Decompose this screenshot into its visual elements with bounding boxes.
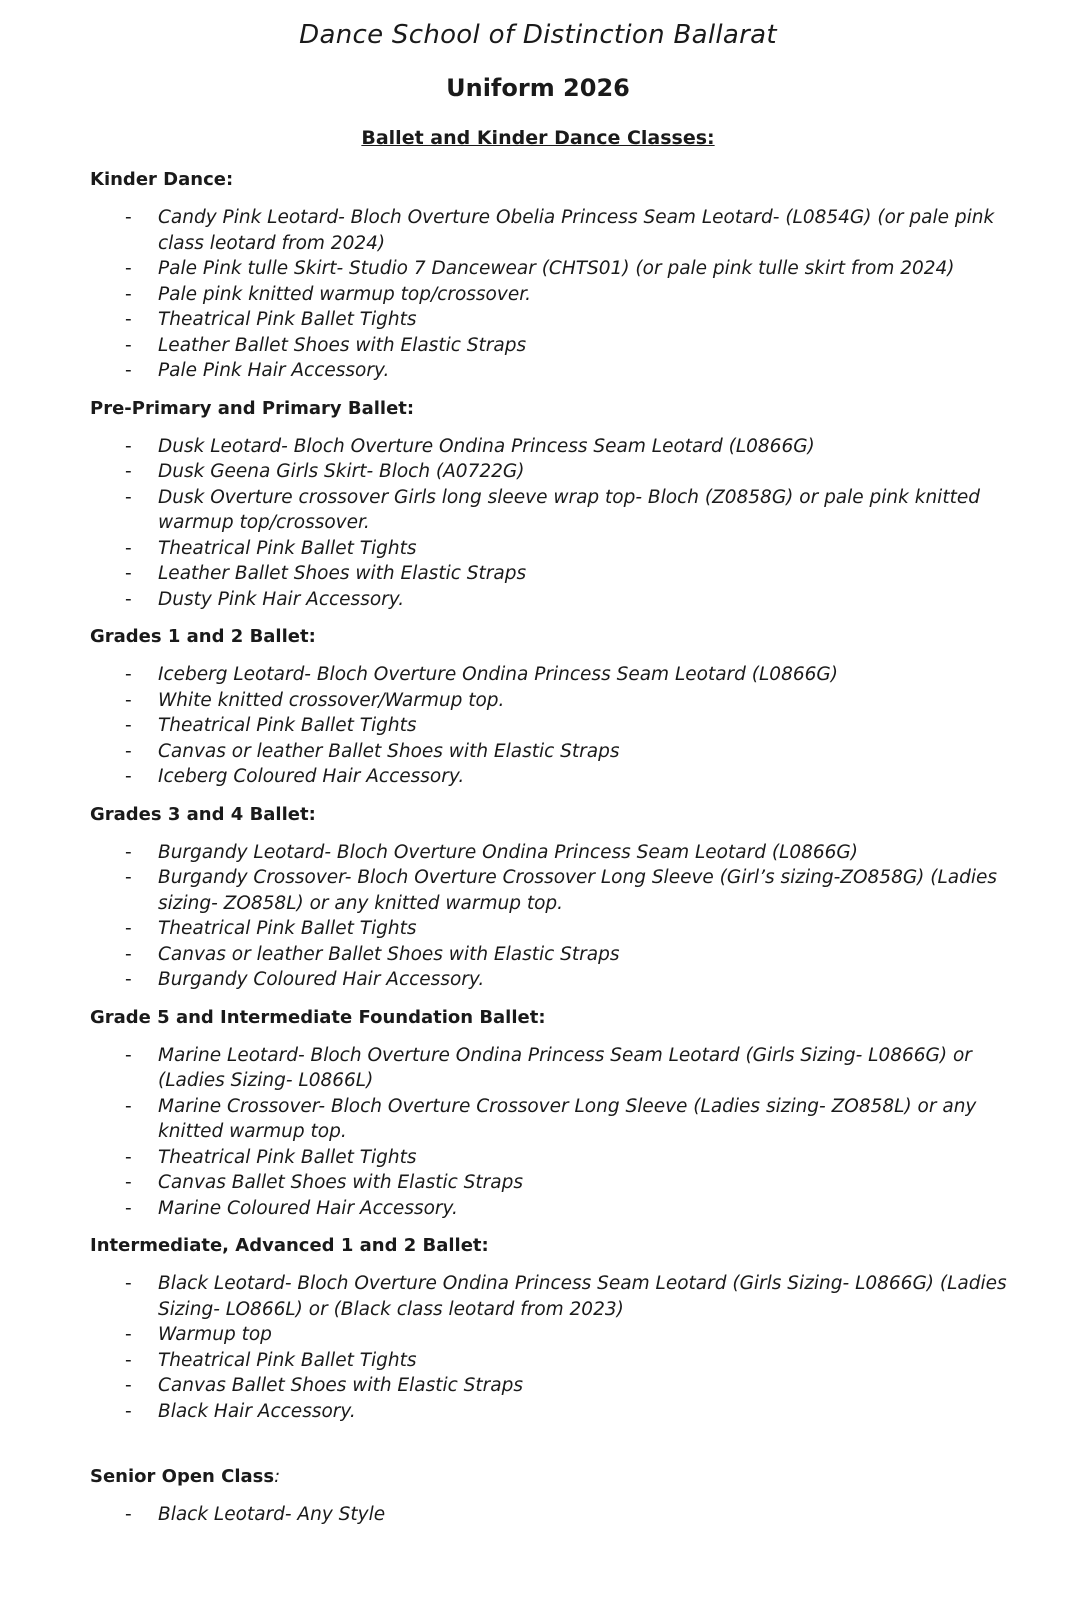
- dash-bullet: -: [125, 360, 132, 381]
- sections-container: [90, 167, 1030, 1424]
- item-text: Pale Pink tulle Skirt- Studio 7 Dancewear (CHTS01) (or pale pink tulle skirt from 2024): [158, 258, 955, 279]
- dash-bullet: -: [125, 1044, 132, 1066]
- list-item: [90, 307, 1030, 333]
- list-item: [90, 662, 1030, 688]
- item-text: White knitted crossover/Warmup top.: [158, 689, 505, 711]
- uniform-section: [90, 802, 1030, 993]
- spacer: [90, 1436, 1030, 1464]
- dash-bullet: -: [125, 1400, 132, 1422]
- item-text: Black Leotard- Bloch Overture Ondina Princess Seam Leotard (Girls Sizing- L0866G) (Ladies Sizing- LO866L) or (Black class leotard from 2023): [158, 1273, 1007, 1320]
- item-text: Canvas Ballet Shoes with Elastic Straps: [158, 1375, 523, 1396]
- item-text: Candy Pink Leotard- Bloch Overture Obelia Princess Seam Leotard- (L0854G) (or pale pink class leotard from 2024): [158, 207, 995, 254]
- dash-bullet: -: [125, 486, 132, 508]
- item-text: Burgandy Leotard- Bloch Overture Ondina Princess Seam Leotard (L0866G): [158, 841, 858, 863]
- dash-bullet: -: [125, 537, 132, 559]
- dash-bullet: -: [125, 1172, 132, 1193]
- list-item: [90, 840, 1030, 866]
- item-text: Dusk Leotard- Bloch Overture Ondina Princess Seam Leotard (L0866G): [158, 435, 815, 457]
- item-text: Pale pink knitted warmup top/crossover.: [158, 283, 531, 305]
- item-text: Iceberg Coloured Hair Accessory.: [158, 766, 465, 787]
- item-text: Marine Coloured Hair Accessory.: [158, 1197, 458, 1219]
- dash-bullet: -: [125, 309, 132, 330]
- item-text: Theatrical Pink Ballet Tights: [158, 309, 417, 330]
- section-item-list: [90, 1043, 1030, 1222]
- uniform-section: [90, 396, 1030, 613]
- dash-bullet: -: [125, 969, 132, 990]
- item-text: Dusk Overture crossover Girls long sleeve wrap top- Bloch (Z0858G) or pale pink knitted warmup top/crossover.: [158, 486, 980, 533]
- dash-bullet: -: [125, 1146, 132, 1168]
- item-text: Warmup top: [158, 1324, 272, 1345]
- item-text: Canvas or leather Ballet Shoes with Elastic Straps: [158, 943, 620, 965]
- dash-bullet: -: [125, 1375, 132, 1396]
- dash-bullet: -: [125, 1095, 132, 1117]
- item-text: Theatrical Pink Ballet Tights: [158, 1349, 417, 1371]
- dash-bullet: -: [125, 207, 132, 228]
- item-text: Iceberg Leotard- Bloch Overture Ondina Princess Seam Leotard (L0866G): [158, 664, 838, 685]
- dash-bullet: -: [125, 1197, 132, 1219]
- list-item: [90, 256, 1030, 282]
- item-text: Dusk Geena Girls Skirt- Bloch (A0722G): [158, 461, 525, 482]
- list-item: [90, 1502, 1030, 1528]
- dash-bullet: -: [125, 435, 132, 457]
- list-item: [90, 1373, 1030, 1399]
- list-item: [90, 1043, 1030, 1094]
- classes-heading: Ballet and Kinder Dance Classes:: [361, 127, 715, 149]
- uniform-section: [90, 1005, 1030, 1222]
- uniform-section: [90, 1233, 1030, 1424]
- dash-bullet: -: [125, 334, 132, 356]
- item-text: Theatrical Pink Ballet Tights: [158, 715, 417, 736]
- list-item: [90, 1094, 1030, 1145]
- dash-bullet: -: [125, 841, 132, 863]
- dash-bullet: -: [125, 1504, 132, 1525]
- senior-section-heading: Senior Open Class:: [90, 1466, 281, 1487]
- list-item: [90, 485, 1030, 536]
- dash-bullet: -: [125, 1324, 132, 1345]
- list-item: [90, 459, 1030, 485]
- item-text: Canvas Ballet Shoes with Elastic Straps: [158, 1172, 523, 1193]
- dash-bullet: -: [125, 563, 132, 584]
- section-heading: Grade 5 and Intermediate Foundation Ballet:: [90, 1006, 546, 1028]
- dash-bullet: -: [125, 664, 132, 685]
- school-title: Dance School of Distinction Ballarat: [299, 20, 777, 50]
- list-item: [90, 942, 1030, 968]
- item-text: Burgandy Crossover- Bloch Overture Crossover Long Sleeve (Girl’s sizing-ZO858G) (Ladies sizing- ZO858L) or any knitted warmup top.: [158, 867, 998, 914]
- list-item: [90, 536, 1030, 562]
- dash-bullet: -: [125, 588, 132, 610]
- senior-item-list: [90, 1502, 1030, 1528]
- item-text: Burgandy Coloured Hair Accessory.: [158, 969, 485, 990]
- list-item: [90, 561, 1030, 587]
- dash-bullet: -: [125, 740, 132, 762]
- dash-bullet: -: [125, 689, 132, 711]
- dash-bullet: -: [125, 1349, 132, 1371]
- uniform-section: [90, 167, 1030, 384]
- uniform-content: [90, 167, 1030, 1540]
- list-item: [90, 333, 1030, 359]
- list-item: [90, 916, 1030, 942]
- list-item: [90, 739, 1030, 765]
- section-item-list: [90, 205, 1030, 384]
- list-item: [90, 1170, 1030, 1196]
- item-text: Theatrical Pink Ballet Tights: [158, 537, 417, 559]
- item-text: Black Hair Accessory.: [158, 1400, 356, 1422]
- dash-bullet: -: [125, 766, 132, 787]
- list-item: [90, 282, 1030, 308]
- section-heading: Grades 1 and 2 Ballet:: [90, 626, 316, 647]
- item-text: Black Leotard- Any Style: [158, 1504, 386, 1525]
- section-heading: Grades 3 and 4 Ballet:: [90, 803, 316, 825]
- section-item-list: [90, 1271, 1030, 1424]
- dash-bullet: -: [125, 461, 132, 482]
- uniform-year-heading: Uniform 2026: [446, 74, 630, 102]
- senior-section: [90, 1464, 1030, 1528]
- list-item: [90, 587, 1030, 613]
- list-item: [90, 1399, 1030, 1425]
- dash-bullet: -: [125, 258, 132, 279]
- section-item-list: [90, 840, 1030, 993]
- uniform-section: [90, 624, 1030, 790]
- item-text: Pale Pink Hair Accessory.: [158, 360, 390, 381]
- section-item-list: [90, 434, 1030, 613]
- dash-bullet: -: [125, 283, 132, 305]
- section-item-list: [90, 662, 1030, 790]
- list-item: [90, 865, 1030, 916]
- list-item: [90, 967, 1030, 993]
- dash-bullet: -: [125, 918, 132, 939]
- list-item: [90, 1196, 1030, 1222]
- dash-bullet: -: [125, 1273, 132, 1294]
- item-text: Leather Ballet Shoes with Elastic Straps: [158, 563, 527, 584]
- list-item: [90, 1271, 1030, 1322]
- section-heading: Pre-Primary and Primary Ballet:: [90, 397, 415, 419]
- dash-bullet: -: [125, 943, 132, 965]
- dash-bullet: -: [125, 715, 132, 736]
- list-item: [90, 434, 1030, 460]
- list-item: [90, 205, 1030, 256]
- item-text: Dusty Pink Hair Accessory.: [158, 588, 405, 610]
- item-text: Marine Crossover- Bloch Overture Crossover Long Sleeve (Ladies sizing- ZO858L) or any knitted warmup top.: [158, 1095, 977, 1142]
- list-item: [90, 688, 1030, 714]
- list-item: [90, 358, 1030, 384]
- list-item: [90, 713, 1030, 739]
- dash-bullet: -: [125, 867, 132, 888]
- list-item: [90, 1348, 1030, 1374]
- item-text: Theatrical Pink Ballet Tights: [158, 1146, 417, 1168]
- item-text: Marine Leotard- Bloch Overture Ondina Princess Seam Leotard (Girls Sizing- L0866G) or (Ladies Sizing- L0866L): [158, 1044, 972, 1091]
- item-text: Theatrical Pink Ballet Tights: [158, 918, 417, 939]
- section-heading: Kinder Dance:: [90, 169, 234, 190]
- list-item: [90, 1145, 1030, 1171]
- section-heading: Intermediate, Advanced 1 and 2 Ballet:: [90, 1235, 489, 1256]
- item-text: Canvas or leather Ballet Shoes with Elastic Straps: [158, 740, 620, 762]
- item-text: Leather Ballet Shoes with Elastic Straps: [158, 334, 527, 356]
- list-item: [90, 1322, 1030, 1348]
- list-item: [90, 764, 1030, 790]
